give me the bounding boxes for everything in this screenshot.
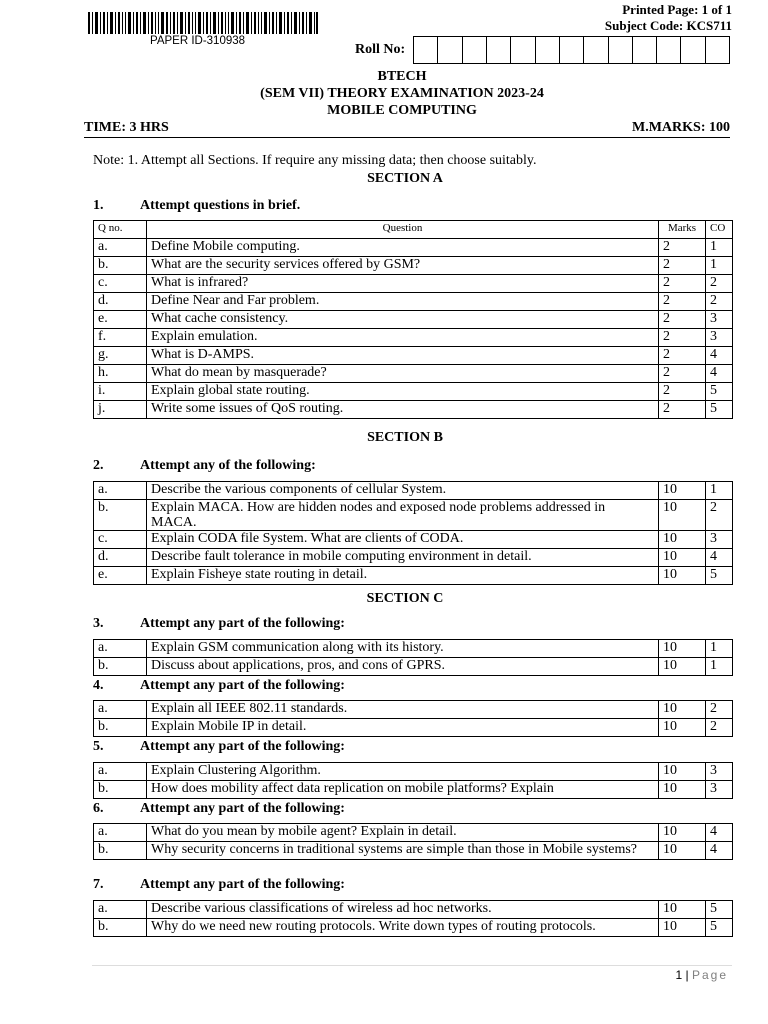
question-marks: 2 <box>659 383 706 401</box>
question-co: 5 <box>706 901 733 919</box>
question-text: What is infrared? <box>147 275 659 293</box>
question-text: Write some issues of QoS routing. <box>147 401 659 419</box>
question-number: b. <box>94 500 147 531</box>
question-marks: 2 <box>659 365 706 383</box>
question-text: What are the security services offered by GSM? <box>147 257 659 275</box>
question-text: Explain Clustering Algorithm. <box>147 763 659 781</box>
question-3-heading: 3. Attempt any part of the following: <box>93 616 345 631</box>
table-row <box>94 383 733 401</box>
printed-page: Printed Page: 1 of 1 <box>622 2 732 17</box>
table-row <box>94 311 733 329</box>
question-marks: 10 <box>659 701 706 719</box>
question-number: a. <box>94 640 147 658</box>
question-marks: 10 <box>659 901 706 919</box>
table-row <box>94 293 733 311</box>
table-header-row <box>94 221 733 239</box>
question-marks: 2 <box>659 257 706 275</box>
question-text: What is D-AMPS. <box>147 347 659 365</box>
question-co: 4 <box>706 549 733 567</box>
table-row <box>94 567 733 585</box>
question-text: How does mobility affect data replication on mobile platforms? Explain <box>147 781 659 799</box>
question-number: b. <box>94 658 147 676</box>
table-row <box>94 482 733 500</box>
question-marks: 10 <box>659 531 706 549</box>
table-row <box>94 549 733 567</box>
exam-title: (SEM VII) THEORY EXAMINATION 2023-24 <box>260 86 544 101</box>
subject-title: MOBILE COMPUTING <box>327 103 477 118</box>
question-number: b. <box>94 719 147 737</box>
question-marks: 2 <box>659 311 706 329</box>
question-2-heading: 2. Attempt any of the following: <box>93 458 316 473</box>
question-number: a. <box>94 701 147 719</box>
question-co: 1 <box>706 658 733 676</box>
roll-boxes[interactable] <box>413 36 730 64</box>
question-co: 2 <box>706 275 733 293</box>
question-co: 5 <box>706 383 733 401</box>
question-marks: 2 <box>659 293 706 311</box>
table-row <box>94 781 733 799</box>
question-co: 3 <box>706 781 733 799</box>
question-number: e. <box>94 311 147 329</box>
question-co: 1 <box>706 257 733 275</box>
column-header: Q no. <box>94 221 147 239</box>
barcode <box>88 12 318 34</box>
time: TIME: 3 HRS <box>84 120 169 135</box>
table-row <box>94 919 733 937</box>
question-1-heading: 1. Attempt questions in brief. <box>93 198 301 213</box>
printed-info <box>605 2 732 34</box>
question-number: d. <box>94 549 147 567</box>
question-text: Define Mobile computing. <box>147 239 659 257</box>
question-4-table <box>93 700 733 737</box>
question-marks: 10 <box>659 763 706 781</box>
question-co: 4 <box>706 347 733 365</box>
question-co: 4 <box>706 365 733 383</box>
section-b-table <box>93 481 733 585</box>
question-marks: 10 <box>659 567 706 585</box>
page-footer: 1 | Page <box>675 968 728 982</box>
section-a-table <box>93 220 733 419</box>
question-text: Describe various classifications of wireless ad hoc networks. <box>147 901 659 919</box>
footer-divider <box>92 965 732 966</box>
question-text: Describe fault tolerance in mobile computing environment in detail. <box>147 549 659 567</box>
question-text: Define Near and Far problem. <box>147 293 659 311</box>
question-co: 5 <box>706 919 733 937</box>
question-marks: 10 <box>659 719 706 737</box>
question-text: Explain Fisheye state routing in detail. <box>147 567 659 585</box>
question-number: b. <box>94 919 147 937</box>
note: Note: 1. Attempt all Sections. If require any missing data; then choose suitably. <box>93 153 537 168</box>
question-marks: 10 <box>659 500 706 531</box>
question-co: 4 <box>706 842 733 860</box>
question-co: 3 <box>706 311 733 329</box>
question-co: 2 <box>706 293 733 311</box>
table-row <box>94 275 733 293</box>
column-header: CO <box>706 221 733 239</box>
question-text: Explain global state routing. <box>147 383 659 401</box>
question-7-heading: 7. Attempt any part of the following: <box>93 877 345 892</box>
subject-code: Subject Code: KCS711 <box>604 18 732 33</box>
question-3-table <box>93 639 733 676</box>
column-header: Marks <box>659 221 706 239</box>
table-row <box>94 500 733 531</box>
column-header: Question <box>147 221 659 239</box>
question-text: Explain emulation. <box>147 329 659 347</box>
question-6-table <box>93 823 733 860</box>
question-text: What cache consistency. <box>147 311 659 329</box>
question-number: f. <box>94 329 147 347</box>
question-co: 1 <box>706 239 733 257</box>
question-text: Why do we need new routing protocols. Write down types of routing protocols. <box>147 919 659 937</box>
question-5-heading: 5. Attempt any part of the following: <box>93 739 345 754</box>
question-number: a. <box>94 239 147 257</box>
question-text: Explain GSM communication along with its history. <box>147 640 659 658</box>
question-co: 3 <box>706 531 733 549</box>
table-row <box>94 329 733 347</box>
question-number: c. <box>94 275 147 293</box>
question-text: Why security concerns in traditional systems are simple than those in Mobile systems? <box>147 842 659 860</box>
roll-number <box>355 36 730 64</box>
max-marks: M.MARKS: 100 <box>632 120 730 135</box>
question-marks: 2 <box>659 329 706 347</box>
question-marks: 2 <box>659 401 706 419</box>
question-number: c. <box>94 531 147 549</box>
question-text: Discuss about applications, pros, and cons of GPRS. <box>147 658 659 676</box>
question-number: j. <box>94 401 147 419</box>
question-marks: 10 <box>659 842 706 860</box>
question-7-table <box>93 900 733 937</box>
question-marks: 10 <box>659 640 706 658</box>
question-text: Explain all IEEE 802.11 standards. <box>147 701 659 719</box>
question-text: What do you mean by mobile agent? Explain in detail. <box>147 824 659 842</box>
table-row <box>94 365 733 383</box>
question-number: a. <box>94 482 147 500</box>
question-number: i. <box>94 383 147 401</box>
question-co: 2 <box>706 719 733 737</box>
table-row <box>94 347 733 365</box>
question-text: Describe the various components of cellular System. <box>147 482 659 500</box>
question-marks: 10 <box>659 482 706 500</box>
question-co: 2 <box>706 500 733 531</box>
table-row <box>94 824 733 842</box>
question-marks: 10 <box>659 824 706 842</box>
question-number: a. <box>94 901 147 919</box>
section-a-title: SECTION A <box>367 171 443 186</box>
question-co: 2 <box>706 701 733 719</box>
question-marks: 10 <box>659 549 706 567</box>
question-co: 1 <box>706 482 733 500</box>
question-number: g. <box>94 347 147 365</box>
table-row <box>94 763 733 781</box>
table-row <box>94 842 733 860</box>
table-row <box>94 401 733 419</box>
table-row <box>94 239 733 257</box>
question-marks: 2 <box>659 275 706 293</box>
question-6-heading: 6. Attempt any part of the following: <box>93 801 345 816</box>
question-co: 3 <box>706 329 733 347</box>
section-c-title: SECTION C <box>366 591 444 606</box>
table-row <box>94 901 733 919</box>
section-b-title: SECTION B <box>367 430 443 445</box>
table-row <box>94 701 733 719</box>
question-4-heading: 4. Attempt any part of the following: <box>93 678 345 693</box>
table-row <box>94 658 733 676</box>
question-text: Explain Mobile IP in detail. <box>147 719 659 737</box>
question-text: What do mean by masquerade? <box>147 365 659 383</box>
time-marks-row <box>84 120 730 138</box>
paper-id: PAPER ID-310938 <box>150 35 246 47</box>
table-row <box>94 640 733 658</box>
question-co: 1 <box>706 640 733 658</box>
question-number: b. <box>94 257 147 275</box>
table-row <box>94 719 733 737</box>
question-marks: 2 <box>659 239 706 257</box>
question-text: Explain CODA file System. What are clients of CODA. <box>147 531 659 549</box>
question-marks: 10 <box>659 781 706 799</box>
question-number: b. <box>94 781 147 799</box>
question-marks: 2 <box>659 347 706 365</box>
degree: BTECH <box>377 69 427 84</box>
table-row <box>94 257 733 275</box>
question-co: 4 <box>706 824 733 842</box>
question-number: e. <box>94 567 147 585</box>
question-5-table <box>93 762 733 799</box>
question-number: d. <box>94 293 147 311</box>
question-co: 5 <box>706 567 733 585</box>
roll-label: Roll No: <box>355 42 406 57</box>
question-number: h. <box>94 365 147 383</box>
table-row <box>94 531 733 549</box>
question-co: 5 <box>706 401 733 419</box>
question-text: Explain MACA. How are hidden nodes and exposed node problems addressed in MACA. <box>147 500 659 531</box>
question-number: a. <box>94 824 147 842</box>
question-marks: 10 <box>659 919 706 937</box>
question-number: b. <box>94 842 147 860</box>
question-co: 3 <box>706 763 733 781</box>
question-marks: 10 <box>659 658 706 676</box>
question-number: a. <box>94 763 147 781</box>
